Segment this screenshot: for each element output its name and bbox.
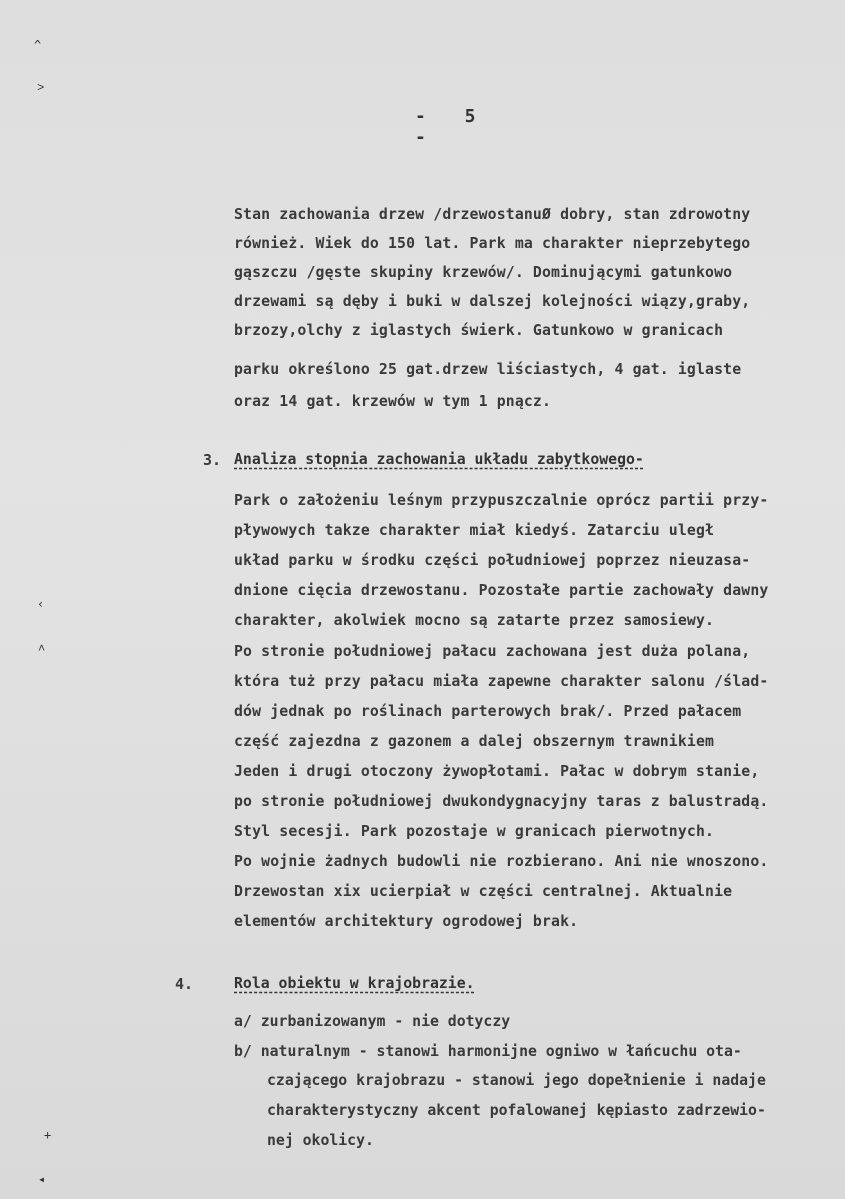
list-item-b-cont: czającego krajobrazu - stanowi jego dopełnienie i nadaje xyxy=(267,1072,766,1089)
paragraph1-line: parku określono 25 gat.drzew liściastych, 4 gat. iglaste xyxy=(234,361,742,378)
section3-line: charakter, akolwiek mocno są zatarte przez samosiewy. xyxy=(234,612,715,629)
margin-mark: ˄ xyxy=(38,641,46,655)
paragraph1-line: oraz 14 gat. krzewów w tym 1 pnącz. xyxy=(234,393,552,410)
paragraph1-line: Stan zachowania drzew /drzewostanuØ dobry, stan zdrowotny xyxy=(234,206,751,223)
section3-line: Po stronie południowej pałacu zachowana jest duża polana, xyxy=(234,643,751,660)
page-number: - 5 - xyxy=(415,106,490,148)
section3-line: dów jednak po roślinach parterowych brak/. Przed pałacem xyxy=(234,703,742,720)
section3-line: Park o założeniu leśnym przypuszczalnie oprócz partii przy- xyxy=(234,492,769,509)
margin-mark: ◂ xyxy=(38,1172,46,1186)
margin-mark: ^ xyxy=(34,38,42,52)
section3-line: Po wojnie żadnych budowli nie rozbierano. Ani nie wnoszono. xyxy=(234,853,769,870)
section3-line: po stronie południowej dwukondygnacyjny taras z balustradą. xyxy=(234,793,769,810)
section3-line: Styl secesji. Park pozostaje w granicach pierwotnych. xyxy=(234,823,715,840)
margin-mark: + xyxy=(44,1128,52,1142)
section3-line: układ parku w środku części południowej poprzez nieuzasa- xyxy=(234,552,751,569)
list-item-b-cont: charakterystyczny akcent pofalowanej kępiasto zadrzewio- xyxy=(267,1102,766,1119)
section3-heading: Analiza stopnia zachowania układu zabytkowego- xyxy=(234,451,644,468)
paragraph1-line: również. Wiek do 150 lat. Park ma charakter nieprzebytego xyxy=(234,235,751,252)
list-item-b-cont: nej okolicy. xyxy=(267,1132,374,1149)
section3-line: elementów architektury ogrodowej brak. xyxy=(234,913,579,930)
section3-line: Drzewostan xix ucierpiał w części centralnej. Aktualnie xyxy=(234,883,733,900)
paragraph1-line: drzewami są dęby i buki w dalszej kolejności wiązy,graby, xyxy=(234,293,751,310)
section3-line: Jeden i drugi otoczony żywopłotami. Pałac w dobrym stanie, xyxy=(234,763,760,780)
margin-mark: ˃ xyxy=(37,80,45,94)
margin-mark: ‹ xyxy=(37,597,45,611)
section3-line: która tuż przy pałacu miała zapewne charakter salonu /ślad- xyxy=(234,673,769,690)
section3-line: część zajezdna z gazonem a dalej obszernym trawnikiem xyxy=(234,733,715,750)
section3-line: pływowych takze charakter miał kiedyś. Zatarciu uległ xyxy=(234,522,715,539)
section4-number: 4. xyxy=(175,975,194,993)
list-item-a: a/ zurbanizowanym - nie dotyczy xyxy=(234,1013,511,1030)
list-item-b: b/ naturalnym - stanowi harmonijne ogniwo w łańcuchu ota- xyxy=(234,1043,742,1060)
paragraph1-line: gąszczu /gęste skupiny krzewów/. Dominującymi gatunkowo xyxy=(234,264,733,281)
section4-heading: Rola obiektu w krajobrazie. xyxy=(234,975,475,992)
section3-line: dnione cięcia drzewostanu. Pozostałe partie zachowały dawny xyxy=(234,582,769,599)
paragraph1-line: brzozy,olchy z iglastych świerk. Gatunkowo w granicach xyxy=(234,322,724,339)
section3-number: 3. xyxy=(203,451,222,469)
